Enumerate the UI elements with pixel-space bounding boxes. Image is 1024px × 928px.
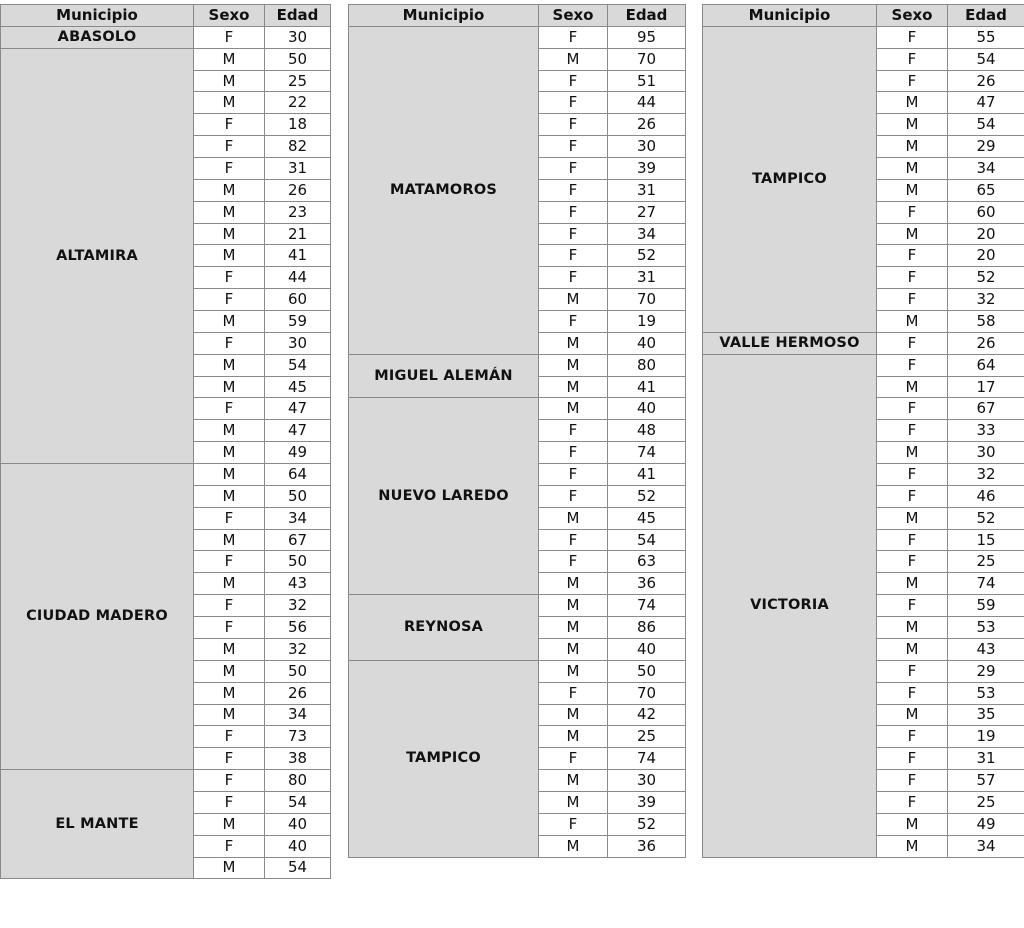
edad-cell: 43 [948,638,1024,660]
edad-cell: 41 [265,245,331,267]
edad-cell: 55 [948,26,1024,48]
edad-cell: 25 [608,726,686,748]
edad-cell: 86 [608,617,686,639]
edad-cell: 46 [948,485,1024,507]
municipio-cell-tampico: TAMPICO [349,660,539,857]
table-row [349,398,686,420]
sexo-cell: M [877,507,948,529]
edad-cell: 20 [948,245,1024,267]
table-row [1,26,331,48]
edad-cell: 73 [265,726,331,748]
sexo-cell: F [539,179,608,201]
sexo-cell: M [194,420,265,442]
sexo-cell: F [877,770,948,792]
edad-cell: 19 [608,311,686,333]
edad-cell: 64 [265,464,331,486]
edad-cell: 26 [608,114,686,136]
sexo-cell: M [877,638,948,660]
edad-cell: 30 [265,332,331,354]
sexo-cell: M [194,682,265,704]
sexo-cell: M [877,158,948,180]
edad-cell: 49 [948,813,1024,835]
sexo-cell: F [539,464,608,486]
table-row [1,48,331,70]
edad-cell: 74 [608,595,686,617]
sexo-cell: F [877,289,948,311]
sexo-cell: M [877,179,948,201]
edad-cell: 54 [265,354,331,376]
edad-cell: 36 [608,573,686,595]
sexo-cell: F [877,682,948,704]
sexo-cell: M [194,223,265,245]
sexo-cell: F [539,682,608,704]
sexo-cell: F [194,158,265,180]
edad-cell: 21 [265,223,331,245]
edad-cell: 26 [265,682,331,704]
edad-cell: 65 [948,179,1024,201]
sexo-cell: M [539,638,608,660]
edad-cell: 39 [608,791,686,813]
data-table-2 [348,4,686,858]
sexo-cell: M [539,791,608,813]
edad-cell: 22 [265,92,331,114]
edad-cell: 56 [265,617,331,639]
sexo-cell: F [539,92,608,114]
sexo-cell: F [877,245,948,267]
sexo-cell: F [194,595,265,617]
edad-cell: 40 [608,638,686,660]
edad-cell: 25 [265,70,331,92]
header-edad: Edad [948,5,1024,27]
sexo-cell: M [194,857,265,879]
sexo-cell: F [877,332,948,354]
sexo-cell: F [194,114,265,136]
municipio-cell-victoria: VICTORIA [703,354,877,857]
sexo-cell: M [877,573,948,595]
municipio-cell-ciudad-madero: CIUDAD MADERO [1,464,194,770]
edad-cell: 82 [265,136,331,158]
edad-cell: 52 [608,485,686,507]
edad-cell: 70 [608,682,686,704]
edad-cell: 45 [608,507,686,529]
header-municipio: Municipio [1,5,194,27]
edad-cell: 26 [948,70,1024,92]
edad-cell: 67 [265,529,331,551]
edad-cell: 50 [608,660,686,682]
edad-cell: 51 [608,70,686,92]
sexo-cell: M [539,617,608,639]
header-municipio: Municipio [703,5,877,27]
edad-cell: 40 [265,835,331,857]
edad-cell: 74 [948,573,1024,595]
sexo-cell: F [194,289,265,311]
edad-cell: 31 [608,267,686,289]
data-table-3 [702,4,1024,858]
edad-cell: 74 [608,442,686,464]
sexo-cell: F [539,114,608,136]
sexo-cell: M [877,376,948,398]
sexo-cell: F [539,136,608,158]
edad-cell: 19 [948,726,1024,748]
edad-cell: 52 [948,267,1024,289]
sexo-cell: M [194,638,265,660]
sexo-cell: F [539,267,608,289]
edad-cell: 50 [265,660,331,682]
edad-cell: 54 [265,857,331,879]
header-edad: Edad [265,5,331,27]
edad-cell: 54 [608,529,686,551]
sexo-cell: M [194,704,265,726]
edad-cell: 45 [265,376,331,398]
edad-cell: 54 [265,791,331,813]
header-row [1,5,331,27]
edad-cell: 64 [948,354,1024,376]
sexo-cell: F [877,354,948,376]
sexo-cell: M [539,376,608,398]
edad-cell: 53 [948,682,1024,704]
sexo-cell: M [877,223,948,245]
edad-cell: 20 [948,223,1024,245]
municipio-cell-reynosa: REYNOSA [349,595,539,661]
sexo-cell: M [539,704,608,726]
edad-cell: 80 [608,354,686,376]
table-row [703,26,1024,48]
edad-cell: 26 [948,332,1024,354]
edad-cell: 41 [608,376,686,398]
edad-cell: 59 [265,311,331,333]
sexo-cell: F [877,529,948,551]
edad-cell: 30 [948,442,1024,464]
edad-cell: 44 [265,267,331,289]
edad-cell: 47 [265,420,331,442]
sexo-cell: M [877,617,948,639]
edad-cell: 67 [948,398,1024,420]
sexo-cell: F [194,551,265,573]
edad-cell: 59 [948,595,1024,617]
municipio-cell-altamira: ALTAMIRA [1,48,194,463]
sexo-cell: M [877,442,948,464]
sexo-cell: M [539,507,608,529]
edad-cell: 50 [265,485,331,507]
table-row [349,26,686,48]
sexo-cell: F [877,791,948,813]
sexo-cell: F [539,442,608,464]
sexo-cell: F [539,529,608,551]
sexo-cell: M [539,289,608,311]
sexo-cell: F [539,748,608,770]
edad-cell: 40 [608,398,686,420]
edad-cell: 60 [265,289,331,311]
municipio-cell-matamoros: MATAMOROS [349,26,539,354]
edad-cell: 60 [948,201,1024,223]
sexo-cell: F [539,70,608,92]
sexo-cell: F [539,201,608,223]
sexo-cell: F [539,245,608,267]
edad-cell: 63 [608,551,686,573]
edad-cell: 52 [948,507,1024,529]
sexo-cell: F [877,551,948,573]
sexo-cell: F [539,26,608,48]
sexo-cell: F [194,267,265,289]
header-sexo: Sexo [539,5,608,27]
edad-cell: 41 [608,464,686,486]
edad-cell: 25 [948,551,1024,573]
sexo-cell: M [194,354,265,376]
sexo-cell: M [877,835,948,857]
edad-cell: 58 [948,311,1024,333]
sexo-cell: M [539,573,608,595]
sexo-cell: M [194,179,265,201]
sexo-cell: F [877,26,948,48]
header-row [349,5,686,27]
edad-cell: 80 [265,770,331,792]
edad-cell: 53 [948,617,1024,639]
sexo-cell: M [539,770,608,792]
header-sexo: Sexo [194,5,265,27]
edad-cell: 40 [608,332,686,354]
edad-cell: 40 [265,813,331,835]
edad-cell: 32 [265,595,331,617]
edad-cell: 34 [608,223,686,245]
edad-cell: 23 [265,201,331,223]
edad-cell: 34 [948,158,1024,180]
sexo-cell: F [194,770,265,792]
sexo-cell: F [539,420,608,442]
municipio-cell-abasolo: ABASOLO [1,26,194,48]
sexo-cell: F [194,507,265,529]
edad-cell: 49 [265,442,331,464]
sexo-cell: F [194,26,265,48]
sexo-cell: M [194,660,265,682]
edad-cell: 30 [608,136,686,158]
edad-cell: 34 [948,835,1024,857]
edad-cell: 95 [608,26,686,48]
sexo-cell: F [877,595,948,617]
header-municipio: Municipio [349,5,539,27]
sexo-cell: M [877,704,948,726]
edad-cell: 35 [948,704,1024,726]
sexo-cell: F [539,551,608,573]
edad-cell: 42 [608,704,686,726]
edad-cell: 50 [265,48,331,70]
table-row [349,354,686,376]
sexo-cell: M [877,92,948,114]
sexo-cell: F [877,398,948,420]
edad-cell: 30 [608,770,686,792]
sexo-cell: M [539,398,608,420]
sexo-cell: F [194,332,265,354]
data-table-1 [0,4,331,879]
edad-cell: 34 [265,704,331,726]
sexo-cell: F [877,485,948,507]
sexo-cell: F [877,201,948,223]
edad-cell: 30 [265,26,331,48]
sexo-cell: F [194,748,265,770]
sexo-cell: M [539,660,608,682]
municipio-cell-nuevo-laredo: NUEVO LAREDO [349,398,539,595]
sexo-cell: F [194,136,265,158]
edad-cell: 44 [608,92,686,114]
sexo-cell: M [539,48,608,70]
sexo-cell: M [194,442,265,464]
sexo-cell: F [194,617,265,639]
table-row [703,354,1024,376]
sexo-cell: F [877,726,948,748]
sexo-cell: M [877,813,948,835]
edad-cell: 32 [948,464,1024,486]
edad-cell: 27 [608,201,686,223]
edad-cell: 52 [608,245,686,267]
sexo-cell: F [194,726,265,748]
sexo-cell: F [194,398,265,420]
edad-cell: 34 [265,507,331,529]
edad-cell: 70 [608,289,686,311]
edad-cell: 36 [608,835,686,857]
edad-cell: 47 [265,398,331,420]
sexo-cell: M [194,48,265,70]
sexo-cell: M [194,573,265,595]
edad-cell: 31 [608,179,686,201]
edad-cell: 48 [608,420,686,442]
municipio-cell-tampico: TAMPICO [703,26,877,332]
sexo-cell: F [877,464,948,486]
edad-cell: 17 [948,376,1024,398]
sexo-cell: F [539,813,608,835]
sexo-cell: M [194,245,265,267]
table-row [349,660,686,682]
sexo-cell: F [877,267,948,289]
sexo-cell: M [539,835,608,857]
sexo-cell: F [539,311,608,333]
edad-cell: 47 [948,92,1024,114]
header-edad: Edad [608,5,686,27]
edad-cell: 31 [265,158,331,180]
sexo-cell: M [194,311,265,333]
sexo-cell: M [194,529,265,551]
municipio-cell-miguel-aleman: MIGUEL ALEMÁN [349,354,539,398]
sexo-cell: F [194,835,265,857]
edad-cell: 29 [948,660,1024,682]
sexo-cell: M [877,114,948,136]
sexo-cell: F [877,660,948,682]
sexo-cell: M [539,354,608,376]
sexo-cell: F [877,48,948,70]
municipio-cell-valle-hermoso: VALLE HERMOSO [703,332,877,354]
sexo-cell: F [877,420,948,442]
sexo-cell: F [539,158,608,180]
sexo-cell: M [194,92,265,114]
edad-cell: 70 [608,48,686,70]
sexo-cell: M [877,311,948,333]
sexo-cell: F [539,485,608,507]
sexo-cell: M [539,726,608,748]
edad-cell: 57 [948,770,1024,792]
header-row [703,5,1024,27]
sexo-cell: F [877,748,948,770]
header-sexo: Sexo [877,5,948,27]
edad-cell: 29 [948,136,1024,158]
edad-cell: 31 [948,748,1024,770]
sexo-cell: M [539,595,608,617]
sexo-cell: M [194,201,265,223]
edad-cell: 52 [608,813,686,835]
municipio-cell-el-mante: EL MANTE [1,770,194,879]
edad-cell: 38 [265,748,331,770]
edad-cell: 54 [948,48,1024,70]
edad-cell: 26 [265,179,331,201]
edad-cell: 33 [948,420,1024,442]
sexo-cell: M [194,464,265,486]
table-row [703,332,1024,354]
edad-cell: 43 [265,573,331,595]
sexo-cell: M [194,376,265,398]
sexo-cell: M [877,136,948,158]
sexo-cell: M [539,332,608,354]
sexo-cell: F [194,791,265,813]
edad-cell: 32 [948,289,1024,311]
sexo-cell: F [539,223,608,245]
table-row [349,595,686,617]
sexo-cell: M [194,485,265,507]
sexo-cell: M [194,70,265,92]
edad-cell: 50 [265,551,331,573]
edad-cell: 74 [608,748,686,770]
table-row [1,464,331,486]
edad-cell: 54 [948,114,1024,136]
table-row [1,770,331,792]
edad-cell: 15 [948,529,1024,551]
edad-cell: 32 [265,638,331,660]
edad-cell: 25 [948,791,1024,813]
edad-cell: 39 [608,158,686,180]
sexo-cell: F [877,70,948,92]
sexo-cell: M [194,813,265,835]
edad-cell: 18 [265,114,331,136]
